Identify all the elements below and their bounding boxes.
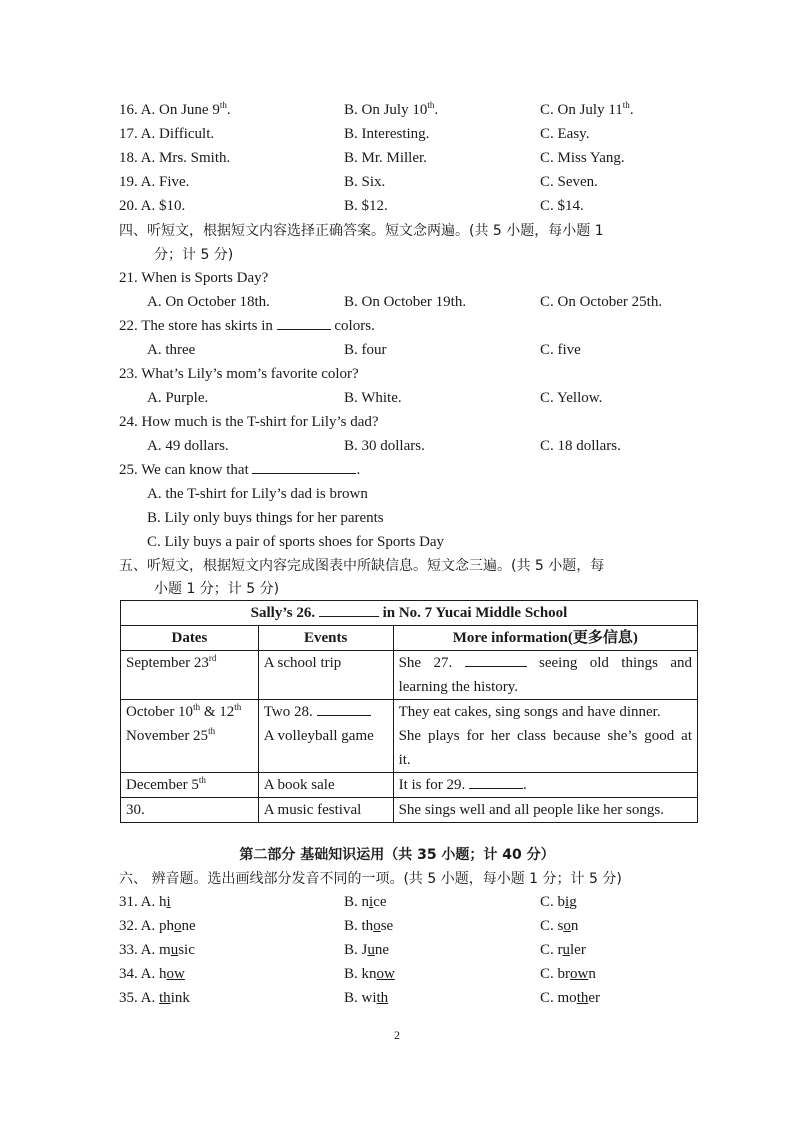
option-b: B. June	[344, 942, 390, 958]
event-cell: A book sale	[258, 773, 393, 798]
stem-text: 21. When is Sports Day?	[119, 270, 269, 286]
header-dates: Dates	[121, 626, 259, 651]
option-c: C. brown	[540, 966, 596, 982]
section-6-heading: 六、 辨音题。选出画线部分发音不同的一项。(共 5 小题，每小题 1 分；计 5 分)	[119, 871, 622, 887]
date-cell: October 10th & 12th November 25th	[121, 700, 259, 773]
option-b: B. $12.	[344, 198, 388, 214]
option-b: B. On July 10th.	[344, 100, 439, 118]
section-5-heading: 五、听短文，根据短文内容完成图表中所缺信息。短文念三遍。(共 5 小题，每	[119, 558, 605, 574]
event-cell: A music festival	[258, 798, 393, 823]
question-35	[119, 987, 699, 1009]
section-5-heading-cont: 小题 1 分；计 5 分)	[154, 581, 280, 597]
section-4-heading-cont: 分；计 5 分)	[154, 247, 234, 263]
question-25-stem	[119, 459, 699, 481]
question-32	[119, 915, 699, 937]
option-a: A. Purple.	[147, 390, 209, 406]
event-cell: A school trip	[258, 651, 393, 700]
option-a: 31. A. hi	[119, 894, 171, 910]
option-a: A. the T-shirt for Lily’s dad is brown	[147, 486, 368, 502]
option-a: A. On October 18th.	[147, 294, 270, 310]
question-17	[119, 123, 699, 145]
question-24-options	[119, 435, 699, 457]
stem-text: 24. How much is the T-shirt for Lily’s dad?	[119, 414, 379, 430]
question-18	[119, 147, 699, 169]
question-23-options	[119, 387, 699, 409]
question-25-option-b	[119, 507, 699, 529]
option-a: A. three	[147, 342, 196, 358]
question-22-stem	[119, 315, 699, 337]
option-a: 18. A. Mrs. Smith.	[119, 150, 231, 166]
option-c: C. son	[540, 918, 579, 934]
answer-blank-28[interactable]	[317, 701, 371, 716]
option-a: 32. A. phone	[119, 918, 196, 934]
option-b: B. Mr. Miller.	[344, 150, 427, 166]
option-b: B. know	[344, 966, 395, 982]
option-b: B. On October 19th.	[344, 294, 467, 310]
answer-blank-27[interactable]	[465, 652, 527, 667]
option-c: C. Seven.	[540, 174, 598, 190]
header-more-info: More information(更多信息)	[393, 626, 697, 651]
question-21-stem	[119, 267, 699, 289]
option-b: B. nice	[344, 894, 387, 910]
option-a: 35. A. think	[119, 990, 190, 1006]
table-row	[121, 651, 698, 700]
option-a: A. 49 dollars.	[147, 438, 229, 454]
option-a: 16. A. On June 9th.	[119, 100, 231, 118]
option-a: 34. A. how	[119, 966, 185, 982]
question-20	[119, 195, 699, 217]
option-b: B. Six.	[344, 174, 386, 190]
table-title-row	[121, 601, 698, 626]
option-c: C. Lily buys a pair of sports shoes for Sports Day	[147, 534, 445, 550]
option-b: B. White.	[344, 390, 402, 406]
question-33	[119, 939, 699, 961]
option-c: C. big	[540, 894, 577, 910]
stem-text: 22. The store has skirts in	[119, 318, 273, 334]
answer-blank-29[interactable]	[469, 774, 523, 789]
option-c: C. ruler	[540, 942, 586, 958]
date-cell: December 5th	[121, 773, 259, 798]
table-row-merged	[121, 700, 698, 773]
table-row	[121, 773, 698, 798]
section-4-heading: 四、听短文，根据短文内容选择正确答案。短文念两遍。(共 5 小题，每小题 1	[119, 223, 604, 239]
stem-text-end: colors.	[334, 318, 375, 334]
answer-blank[interactable]	[252, 459, 356, 474]
part-2-heading: 第二部分 基础知识运用（共 35 小题；计 40 分）	[239, 847, 555, 863]
option-c: C. Easy.	[540, 126, 590, 142]
question-19	[119, 171, 699, 193]
option-c: C. five	[540, 342, 581, 358]
question-25-option-a	[119, 483, 699, 505]
question-23-stem	[119, 363, 699, 385]
question-22-options	[119, 339, 699, 361]
option-a: 19. A. Five.	[119, 174, 190, 190]
option-b: B. four	[344, 342, 387, 358]
option-c: C. On July 11th.	[540, 100, 634, 118]
question-24-stem	[119, 411, 699, 433]
date-cell: September 23rd	[121, 651, 259, 700]
option-a: 33. A. music	[119, 942, 195, 958]
info-table	[120, 600, 698, 823]
option-c: C. $14.	[540, 198, 584, 214]
answer-blank-26[interactable]	[319, 602, 379, 617]
header-events: Events	[258, 626, 393, 651]
option-b: B. 30 dollars.	[344, 438, 425, 454]
option-b: B. with	[344, 990, 389, 1006]
question-16	[119, 99, 699, 121]
date-cell: 30.	[121, 798, 259, 823]
option-c: C. Miss Yang.	[540, 150, 625, 166]
option-c: C. 18 dollars.	[540, 438, 621, 454]
question-31	[119, 891, 699, 913]
question-34	[119, 963, 699, 985]
option-c: C. Yellow.	[540, 390, 603, 406]
answer-blank[interactable]	[277, 315, 331, 330]
option-c: C. On October 25th.	[540, 294, 663, 310]
table-title: Sally’s 26. in No. 7 Yucai Middle School	[121, 601, 698, 626]
table-header-row	[121, 626, 698, 651]
option-c: C. mother	[540, 990, 601, 1006]
question-21-options	[119, 291, 699, 313]
option-a: 17. A. Difficult.	[119, 126, 215, 142]
stem-text: 23. What’s Lily’s mom’s favorite color?	[119, 366, 359, 382]
table-row	[121, 798, 698, 823]
info-cell: She 27. seeing old things and learning the history.	[393, 651, 697, 700]
option-a: 20. A. $10.	[119, 198, 186, 214]
page-number: 2	[394, 1028, 400, 1042]
info-cell: She sings well and all people like her songs.	[393, 798, 697, 823]
info-cell: It is for 29. .	[393, 773, 697, 798]
stem-text-end: .	[356, 462, 361, 478]
option-b: B. Lily only buys things for her parents	[147, 510, 384, 526]
event-cell: Two 28. A volleyball game	[258, 700, 393, 773]
option-b: B. those	[344, 918, 394, 934]
stem-text: 25. We can know that	[119, 462, 249, 478]
option-b: B. Interesting.	[344, 126, 430, 142]
info-cell: They eat cakes, sing songs and have dinner. She plays for her class because she’s good at it.	[393, 700, 697, 773]
question-25-option-c	[119, 531, 699, 553]
